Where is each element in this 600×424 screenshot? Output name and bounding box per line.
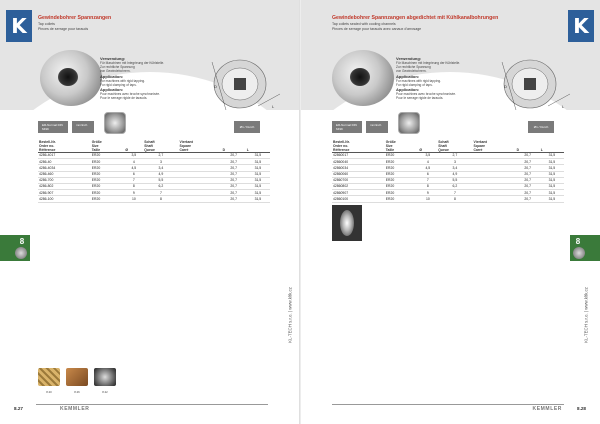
footer-divider bbox=[332, 404, 564, 405]
cell-bestell: 4286-4034 bbox=[38, 165, 91, 171]
cell-D: 20,7 bbox=[516, 171, 540, 177]
page-title: Gewindebohrer Spannzangen bbox=[38, 15, 112, 21]
nut-icon bbox=[15, 247, 27, 259]
col-D: D bbox=[222, 139, 246, 153]
cell-groesse: ER20 bbox=[91, 159, 125, 165]
page-subtitle-en: Tap collets bbox=[38, 22, 55, 26]
svg-text:L: L bbox=[562, 104, 565, 109]
cell-bestell: 4286-100 bbox=[38, 196, 91, 202]
cell-d: 4 bbox=[124, 159, 143, 165]
cell-groesse: ER20 bbox=[91, 177, 125, 183]
cell-schaft: 6,2 bbox=[143, 183, 178, 189]
footer-divider bbox=[36, 404, 268, 405]
cell-D: 20,7 bbox=[222, 153, 246, 159]
col-groesse: Größe Size Taille bbox=[385, 139, 419, 153]
col-bestell: Bestell-Nr. Order no. Référence bbox=[332, 139, 385, 153]
cell-groesse: ER20 bbox=[385, 183, 419, 189]
cell-groesse: ER20 bbox=[385, 196, 419, 202]
cell-D: 20,7 bbox=[222, 183, 246, 189]
cell-schaft: 6,2 bbox=[437, 183, 472, 189]
cell-groesse: ER20 bbox=[91, 165, 125, 171]
col-d: Ø bbox=[418, 139, 437, 153]
cell-schaft: 3 bbox=[437, 159, 472, 165]
cell-schaft: 3,4 bbox=[143, 165, 178, 171]
badge-units: mm/inch bbox=[366, 121, 388, 133]
col-vierkant: Vierkant Square Carré bbox=[473, 139, 516, 153]
col-L: L bbox=[246, 139, 270, 153]
cell-bestell: 42860100 bbox=[332, 196, 385, 202]
badge-units: mm/inch bbox=[72, 121, 94, 133]
cell-groesse: ER20 bbox=[91, 183, 125, 189]
coolant-collet-photo bbox=[332, 205, 362, 241]
vertical-company-text: KL-TECH s.r.o. | www.kltk.cz bbox=[583, 287, 589, 343]
kemmler-logo-icon: K bbox=[6, 10, 32, 42]
cell-d: 4 bbox=[418, 159, 437, 165]
usage-text: Verwendung: Für Maschinen mit Integrieung der Kühlstelle. Zur rechtliche Spannung von Gewindebohrern. Application: For machines with rigid tapping. For rigid clamping of taps. Application: Pour machines avec broche synchronisée. Pour le serrage rigide de tarauds. bbox=[396, 56, 461, 101]
cell-vierkant bbox=[179, 196, 222, 202]
thumb-inserts[interactable]: 8.20 bbox=[38, 368, 60, 394]
cell-bestell: 42860802 bbox=[332, 183, 385, 189]
cell-d: 8 bbox=[124, 183, 143, 189]
cell-D: 20,7 bbox=[516, 196, 540, 202]
cell-D: 20,7 bbox=[222, 165, 246, 171]
table-row bbox=[38, 196, 270, 202]
cell-D: 20,7 bbox=[516, 153, 540, 159]
thumb-collet[interactable]: 8.22 bbox=[94, 368, 116, 394]
cell-d: 6 bbox=[124, 171, 143, 177]
page-subtitle-fr: Pinces de serrage pour tarauds avec canaux d'arrosage bbox=[332, 27, 422, 31]
cell-D: 20,7 bbox=[516, 159, 540, 165]
cell-schaft: 7 bbox=[143, 190, 178, 196]
cell-L: 31,5 bbox=[540, 153, 564, 159]
cell-groesse: ER20 bbox=[385, 165, 419, 171]
kemmler-logo-icon: K bbox=[568, 10, 594, 42]
title-block bbox=[332, 15, 498, 32]
page-fold bbox=[299, 0, 301, 424]
cell-bestell: 4286-907 bbox=[38, 190, 91, 196]
cell-d: 8 bbox=[418, 183, 437, 189]
cell-D: 20,7 bbox=[222, 171, 246, 177]
badge-diameter: Ø1 / Durch bbox=[528, 121, 554, 133]
collet-technical-drawing bbox=[496, 54, 574, 118]
col-vierkant: Vierkant Square Carré bbox=[179, 139, 222, 153]
cell-bestell: 4286-700 bbox=[38, 177, 91, 183]
cell-D: 20,7 bbox=[516, 165, 540, 171]
cell-groesse: ER20 bbox=[385, 153, 419, 159]
cell-bestell: 42860700 bbox=[332, 177, 385, 183]
page-subtitle-en: Tap collets sealed with cooling channels bbox=[332, 22, 396, 26]
cell-groesse: ER20 bbox=[91, 190, 125, 196]
cell-L: 31,5 bbox=[246, 190, 270, 196]
cell-L: 31,5 bbox=[540, 183, 564, 189]
page-number: 8.27 bbox=[14, 406, 23, 411]
svg-text:D: D bbox=[504, 84, 507, 89]
cell-groesse: ER20 bbox=[91, 196, 125, 202]
cell-groesse: ER20 bbox=[91, 171, 125, 177]
collet-front-photo bbox=[104, 112, 126, 134]
cell-D: 20,7 bbox=[222, 177, 246, 183]
badge-diameter: Ø1 / Durch bbox=[234, 121, 260, 133]
cell-schaft: 5,5 bbox=[437, 177, 472, 183]
cell-L: 31,5 bbox=[540, 171, 564, 177]
cell-L: 31,5 bbox=[246, 177, 270, 183]
cell-vierkant bbox=[473, 196, 516, 202]
badge-din: ER-Normal DIN 6499 bbox=[332, 121, 362, 133]
cell-D: 20,7 bbox=[222, 159, 246, 165]
cell-groesse: ER20 bbox=[385, 159, 419, 165]
col-schaft: Schaft Shaft Queue bbox=[143, 139, 178, 153]
cell-L: 31,5 bbox=[540, 165, 564, 171]
cell-L: 31,5 bbox=[540, 177, 564, 183]
cell-schaft: 3,4 bbox=[437, 165, 472, 171]
cell-L: 31,5 bbox=[540, 159, 564, 165]
spec-rows bbox=[332, 153, 564, 203]
col-schaft: Schaft Shaft Queue bbox=[437, 139, 472, 153]
cell-groesse: ER20 bbox=[385, 171, 419, 177]
cell-bestell: 4286-4017 bbox=[38, 153, 91, 159]
cell-groesse: ER20 bbox=[385, 177, 419, 183]
col-bestell: Bestell-Nr. Order no. Référence bbox=[38, 139, 91, 153]
thumb-tools[interactable]: 8.26 bbox=[66, 368, 88, 394]
cell-groesse: ER20 bbox=[91, 153, 125, 159]
cell-d: 7 bbox=[418, 177, 437, 183]
cell-d: 3,5 bbox=[124, 153, 143, 159]
cell-D: 20,7 bbox=[222, 190, 246, 196]
cell-bestell: 42860060 bbox=[332, 171, 385, 177]
cell-d: 4,5 bbox=[124, 165, 143, 171]
cell-L: 31,5 bbox=[246, 165, 270, 171]
collet-photo bbox=[332, 50, 394, 106]
cell-schaft: 3 bbox=[143, 159, 178, 165]
cell-D: 20,7 bbox=[222, 196, 246, 202]
cell-bestell: 4286-802 bbox=[38, 183, 91, 189]
spec-table bbox=[38, 139, 270, 203]
related-thumbnails bbox=[38, 368, 116, 394]
spec-rows bbox=[38, 153, 270, 203]
cell-schaft: 2,7 bbox=[143, 153, 178, 159]
cell-L: 31,5 bbox=[540, 196, 564, 202]
cell-bestell: 42860017 bbox=[332, 153, 385, 159]
col-L: L bbox=[540, 139, 564, 153]
usage-text: Verwendung: Für Maschinen mit Integrieung der Kühlstelle. Zur rechtliche Spannung von Gewindebohrern. Application: For machines with rigid tapping. For rigid clamping of taps. Application: Pour machines avec broche synchronisée. Pour le serrage rigide de tarauds. bbox=[100, 56, 165, 101]
svg-text:L: L bbox=[272, 104, 275, 109]
cell-schaft: 8 bbox=[437, 196, 472, 202]
cell-d: 9 bbox=[124, 190, 143, 196]
cell-d: 10 bbox=[418, 196, 437, 202]
title-block bbox=[38, 15, 111, 32]
col-d: Ø bbox=[124, 139, 143, 153]
cell-schaft: 7 bbox=[437, 190, 472, 196]
cell-D: 20,7 bbox=[516, 177, 540, 183]
cell-schaft: 4,9 bbox=[143, 171, 178, 177]
svg-text:D: D bbox=[214, 84, 217, 89]
page-number: 8.28 bbox=[577, 406, 586, 411]
table-row bbox=[332, 196, 564, 202]
cell-L: 31,5 bbox=[246, 159, 270, 165]
cell-bestell: 42860034 bbox=[332, 165, 385, 171]
cell-schaft: 5,5 bbox=[143, 177, 178, 183]
cell-groesse: ER20 bbox=[385, 190, 419, 196]
cell-L: 31,5 bbox=[540, 190, 564, 196]
page-subtitle-fr: Pinces de serrage pour tarauds bbox=[38, 27, 89, 31]
cell-d: 6 bbox=[418, 171, 437, 177]
badge-din: ER-Normal DIN 6499 bbox=[38, 121, 68, 133]
cell-schaft: 8 bbox=[143, 196, 178, 202]
page-right bbox=[300, 0, 600, 424]
chapter-tab[interactable]: 8 bbox=[0, 235, 30, 261]
cell-bestell: 4286-460 bbox=[38, 171, 91, 177]
cell-bestell: 4286-40 bbox=[38, 159, 91, 165]
cell-schaft: 4,9 bbox=[437, 171, 472, 177]
brand-name: KEMMLER bbox=[60, 406, 90, 412]
cell-d: 4,5 bbox=[418, 165, 437, 171]
spec-table bbox=[332, 139, 564, 203]
cell-L: 31,5 bbox=[246, 171, 270, 177]
collet-front-photo bbox=[398, 112, 420, 134]
vertical-company-text: KL-TECH s.r.o. | www.kltk.cz bbox=[287, 287, 293, 343]
cell-d: 9 bbox=[418, 190, 437, 196]
cell-L: 31,5 bbox=[246, 196, 270, 202]
cell-d: 10 bbox=[124, 196, 143, 202]
cell-bestell: 42860907 bbox=[332, 190, 385, 196]
cell-D: 20,7 bbox=[516, 183, 540, 189]
collet-technical-drawing bbox=[206, 54, 284, 118]
cell-d: 7 bbox=[124, 177, 143, 183]
col-D: D bbox=[516, 139, 540, 153]
col-groesse: Größe Size Taille bbox=[91, 139, 125, 153]
collet-photo bbox=[40, 50, 102, 106]
cell-bestell: 42860040 bbox=[332, 159, 385, 165]
cell-D: 20,7 bbox=[516, 190, 540, 196]
cell-L: 31,5 bbox=[246, 153, 270, 159]
chapter-tab[interactable]: 8 bbox=[570, 235, 600, 261]
page-title: Gewindebohrer Spannzangen abgedichtet mit Kühlkanalbohrungen bbox=[332, 15, 499, 21]
cell-L: 31,5 bbox=[246, 183, 270, 189]
cell-d: 3,5 bbox=[418, 153, 437, 159]
brand-name: KEMMLER bbox=[532, 406, 562, 412]
cell-schaft: 2,7 bbox=[437, 153, 472, 159]
